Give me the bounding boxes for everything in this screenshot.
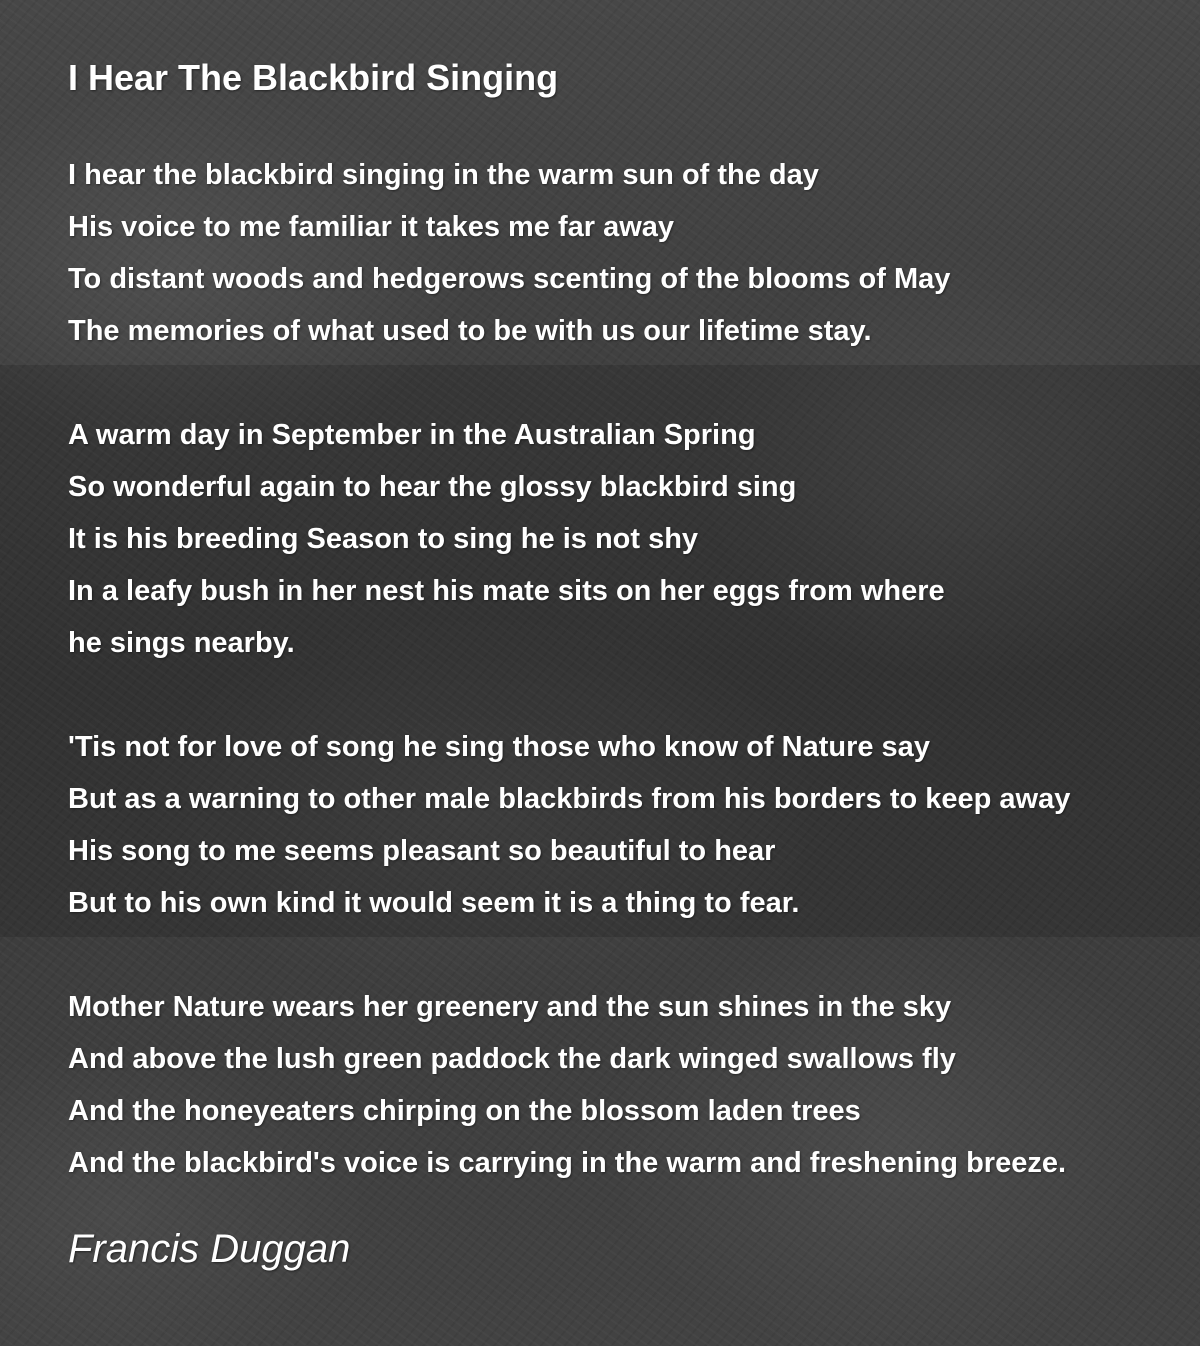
- poem-line: But to his own kind it would seem it is a thing to fear.: [68, 887, 800, 919]
- stanza-4: [68, 981, 1193, 1189]
- poem-line: 'Tis not for love of song he sing those who know of Nature say: [68, 731, 930, 763]
- poem-line: And the blackbird's voice is carrying in the warm and freshening breeze.: [68, 1147, 1067, 1179]
- poem-line: he sings nearby.: [68, 627, 295, 659]
- poem-line: But as a warning to other male blackbirds from his borders to keep away: [68, 783, 1071, 815]
- poem-line: To distant woods and hedgerows scenting of the blooms of May: [68, 263, 951, 295]
- poem-line: The memories of what used to be with us our lifetime stay.: [68, 315, 872, 347]
- stanza-1: [68, 149, 1193, 357]
- poem-line: So wonderful again to hear the glossy blackbird sing: [68, 471, 797, 503]
- poem-title: I Hear The Blackbird Singing: [68, 57, 559, 98]
- poem-line: And above the lush green paddock the dark winged swallows fly: [68, 1043, 956, 1075]
- poem-line: A warm day in September in the Australian Spring: [68, 419, 756, 451]
- poem-line: I hear the blackbird singing in the warm sun of the day: [68, 159, 819, 191]
- poem-line: Mother Nature wears her greenery and the sun shines in the sky: [68, 991, 952, 1023]
- stanza-3: [68, 721, 1193, 929]
- poem-line: It is his breeding Season to sing he is not shy: [68, 523, 699, 555]
- poem-line: His voice to me familiar it takes me far away: [68, 211, 675, 243]
- poem-card: [68, 52, 1193, 1277]
- stanza-2: [68, 409, 1193, 669]
- poem-line: And the honeyeaters chirping on the blossom laden trees: [68, 1095, 861, 1127]
- poem-author: Francis Duggan: [68, 1227, 351, 1271]
- poem-line: In a leafy bush in her nest his mate sits on her eggs from where: [68, 575, 945, 607]
- poem-line: His song to me seems pleasant so beautiful to hear: [68, 835, 776, 867]
